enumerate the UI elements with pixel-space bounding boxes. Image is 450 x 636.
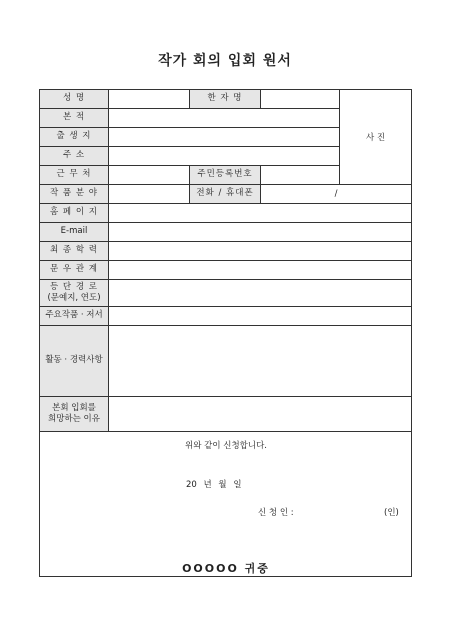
genre-label: 작 품 분 야 xyxy=(40,185,109,204)
photo-box[interactable] xyxy=(340,90,412,185)
activities-label: 활동 · 경력사항 xyxy=(40,326,109,397)
phone-separator: / xyxy=(334,189,338,199)
major-works-label: 주요작품 · 저서 xyxy=(40,307,109,326)
reason-label xyxy=(40,397,109,432)
seal-mark[interactable]: (인) xyxy=(384,508,399,518)
hanja-name-label: 한 자 명 xyxy=(190,90,261,109)
literary-relation-field[interactable] xyxy=(109,261,412,280)
phone-label: 전화 / 휴대폰 xyxy=(190,185,261,204)
education-field[interactable] xyxy=(109,242,412,261)
domicile-label: 본 적 xyxy=(40,109,109,128)
reason-label-line1: 본회 입회를 xyxy=(52,402,96,413)
reason-label-line2: 희망하는 이유 xyxy=(48,414,100,424)
resident-number-label: 주민등록번호 xyxy=(190,166,261,185)
address-label: 주 소 xyxy=(40,147,109,166)
signature-section xyxy=(40,432,412,577)
workplace-field[interactable] xyxy=(109,166,190,185)
activities-field[interactable] xyxy=(109,326,412,397)
homepage-field[interactable] xyxy=(109,204,412,223)
form-title: 작가 회의 입회 원서 xyxy=(158,53,292,69)
photo-label: 사 진 xyxy=(365,133,386,143)
literary-relation-label: 문 우 관 계 xyxy=(40,261,109,280)
resident-number-field[interactable] xyxy=(261,166,340,185)
homepage-label: 홈 페 이 지 xyxy=(40,204,109,223)
domicile-field[interactable] xyxy=(109,109,340,128)
email-label: E-mail xyxy=(40,223,109,242)
reason-field[interactable] xyxy=(109,397,412,432)
genre-field[interactable] xyxy=(109,185,190,204)
education-label: 최 종 학 력 xyxy=(40,242,109,261)
address-field[interactable] xyxy=(109,147,340,166)
debut-label-line1: 등 단 경 로 xyxy=(50,281,98,292)
email-field[interactable] xyxy=(109,223,412,242)
birthplace-label: 출 생 지 xyxy=(40,128,109,147)
major-works-field[interactable] xyxy=(109,307,412,326)
debut-field[interactable] xyxy=(109,280,412,307)
debut-label-line2: (문예지, 연도) xyxy=(47,293,101,303)
name-field[interactable] xyxy=(109,90,190,109)
debut-label xyxy=(40,280,109,307)
birthplace-field[interactable] xyxy=(109,128,340,147)
application-form-table xyxy=(39,89,412,577)
applicant-label: 신 청 인 : xyxy=(258,508,294,518)
workplace-label: 근 무 처 xyxy=(40,166,109,185)
date-line[interactable]: 20 년 월 일 xyxy=(186,480,242,490)
hanja-name-field[interactable] xyxy=(261,90,340,109)
phone-field[interactable] xyxy=(261,185,412,204)
recipient-text: OOOOO 귀중 xyxy=(182,562,270,575)
name-label: 성 명 xyxy=(40,90,109,109)
agreement-text: 위와 같이 신청합니다. xyxy=(184,441,267,451)
